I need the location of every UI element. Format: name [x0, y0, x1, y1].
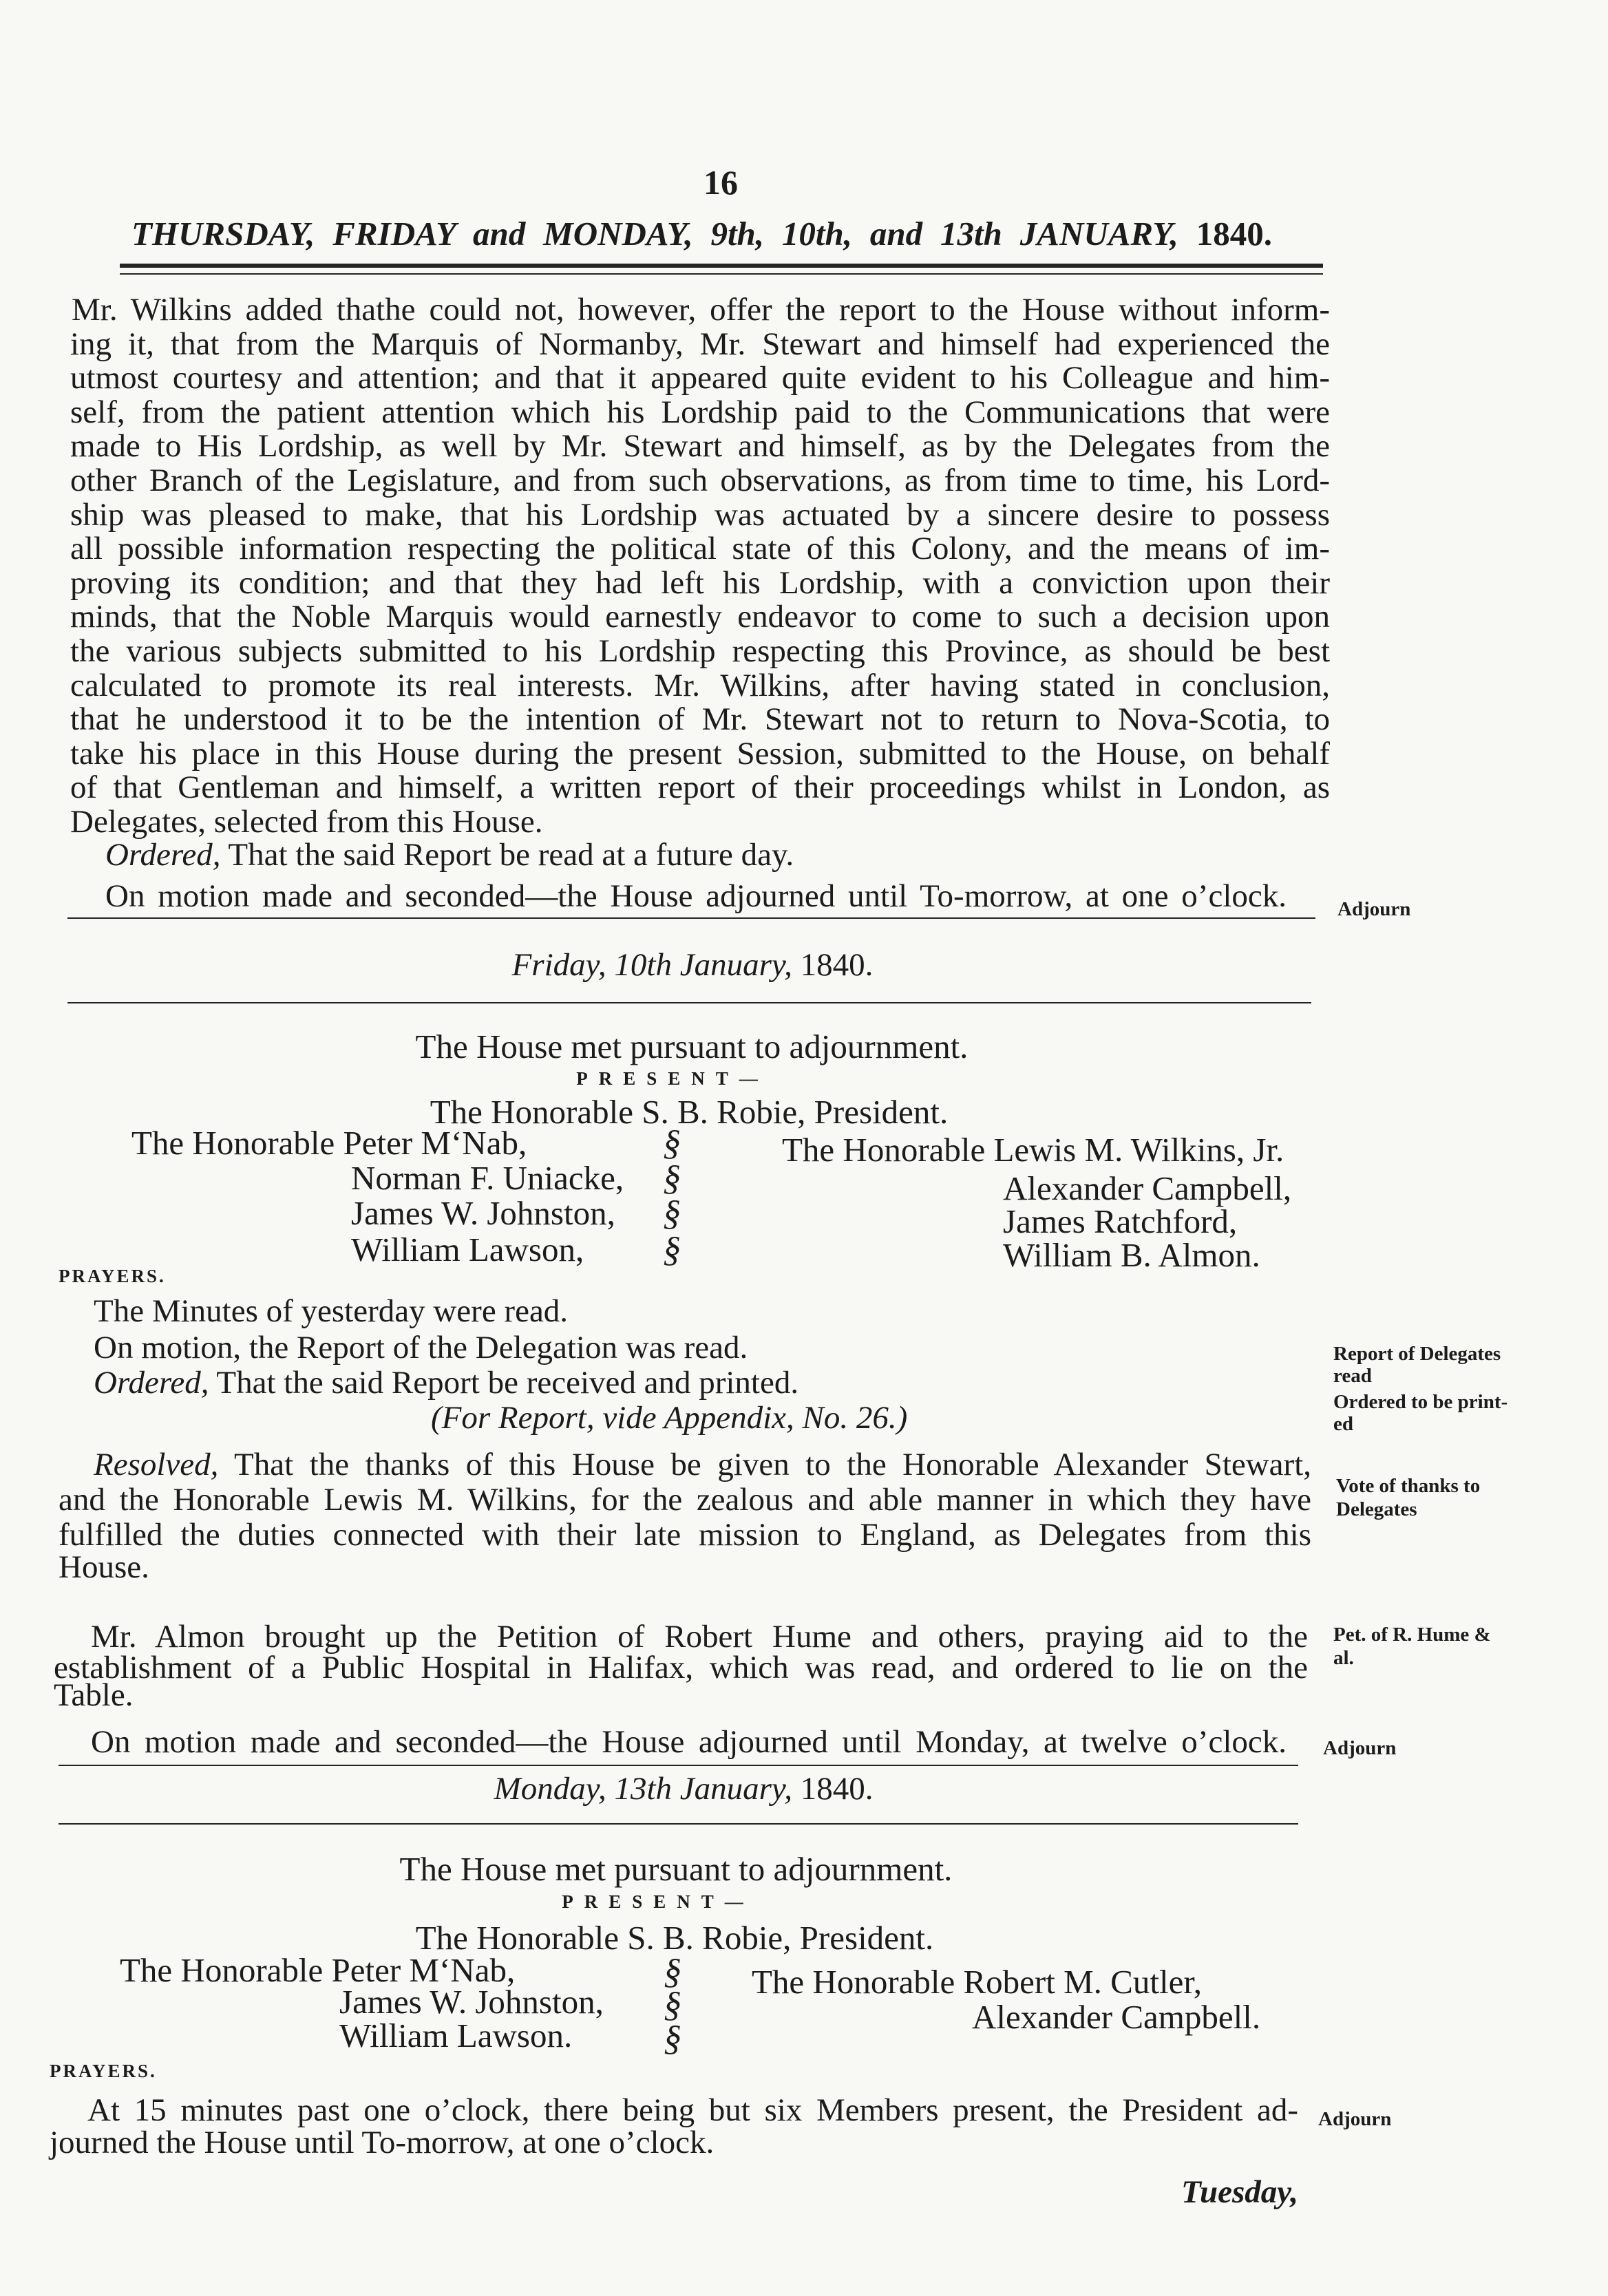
paragraph-line: made to His Lordship, as well by Mr. Stewart and himself, as by the Delegates from the — [70, 428, 1330, 464]
house-met-line: The House met pursuant to adjournment. — [399, 1850, 953, 1888]
president-line: The Honorable S. B. Robie, President. — [430, 1093, 949, 1131]
paragraph-line: all possible information respecting the political state of this Colony, and the means of im- — [70, 531, 1330, 566]
member-name: William Lawson, — [351, 1231, 584, 1268]
page-header — [131, 215, 1272, 253]
member-name: James W. Johnston, — [351, 1194, 615, 1232]
margin-note-report: read — [1333, 1365, 1372, 1387]
day-heading-year: 1840. — [800, 1771, 874, 1807]
paragraph-line: the various subjects submitted to his Lordship respecting this Province, as should be best — [70, 633, 1330, 669]
resolved-label: Resolved, — [94, 1447, 219, 1482]
day-heading-date: Friday, 10th January, — [511, 947, 792, 983]
paragraph-line: minds, that the Noble Marquis would earnestly endeavor to come to such a decision upon — [70, 599, 1330, 635]
paragraph-line: utmost courtesy and attention; and that it appeared quite evident to his Colleague and him- — [70, 360, 1330, 396]
margin-note-vote: Delegates — [1336, 1498, 1417, 1520]
prayers-label: PRAYERS. — [59, 1266, 166, 1286]
day-rule — [67, 1002, 1311, 1003]
section-mark: § — [664, 1985, 681, 2024]
section-mark: § — [663, 1230, 681, 1269]
section-mark: § — [664, 2019, 681, 2058]
section-mark: § — [663, 1123, 681, 1162]
margin-note-adjourn: Adjourn — [1318, 2108, 1392, 2130]
resolved-text: That the thanks of this House be given to the Honorable Alexander Stewart, — [234, 1447, 1312, 1482]
header-year: 1840. — [1196, 215, 1273, 253]
section-mark: § — [664, 1952, 681, 1991]
margin-note-report: Ordered to be print- — [1333, 1391, 1508, 1413]
petition-line: Table. — [54, 1677, 134, 1713]
paragraph-line: self, from the patient attention which his Lordship paid to the Communications that were — [70, 394, 1330, 430]
petition-line: Mr. Almon brought up the Petition of Robert Hume and others, praying aid to the — [91, 1619, 1308, 1655]
section-mark: § — [663, 1193, 681, 1233]
adjourn-rule — [67, 917, 1315, 919]
member-name: The Honorable Peter M‘Nab, — [120, 1951, 516, 1989]
margin-note-vote: Vote of thanks to — [1336, 1475, 1481, 1497]
margin-note-petition: al. — [1333, 1647, 1354, 1669]
margin-note-report: ed — [1333, 1413, 1353, 1435]
day-heading — [512, 946, 874, 984]
paragraph-line: other Branch of the Legislature, and from such observations, as from time to time, his Lord- — [70, 463, 1330, 498]
paragraph-line: calculated to promote its real interests. Mr. Wilkins, after having stated in conclusion, — [70, 668, 1330, 703]
day-heading — [494, 1769, 874, 1808]
adjourn-motion: On motion made and seconded—the House adjourned until To-morrow, at one o’clock. — [105, 878, 1287, 914]
day-rule — [59, 1823, 1298, 1825]
margin-note-petition: Pet. of R. Hume & — [1333, 1624, 1491, 1646]
ordered-entry — [94, 1363, 798, 1402]
header-rule-thin — [120, 273, 1323, 275]
paragraph-line: that he understood it to be the intention of Mr. Stewart not to return to Nova-Scotia, to — [70, 701, 1330, 737]
member-name: Norman F. Uniacke, — [351, 1159, 624, 1197]
resolved-line — [94, 1445, 1311, 1484]
adjourn-entry-line: journed the House until To-morrow, at one o’clock. — [50, 2125, 715, 2160]
header-title: THURSDAY, FRIDAY and MONDAY, 9th, 10th, and 13th JANUARY, — [131, 215, 1178, 253]
member-name: Alexander Campbell, — [1003, 1169, 1292, 1207]
margin-note-report: Report of Delegates — [1333, 1343, 1501, 1365]
adjourn-entry-line: At 15 minutes past one o’clock, there being but six Members present, the President ad- — [87, 2092, 1298, 2128]
paragraph-line: ing it, that from the Marquis of Normanby, Mr. Stewart and himself had experienced the — [70, 326, 1330, 362]
report-motion-line: On motion, the Report of the Delegation was read. — [94, 1330, 748, 1365]
house-met-line: The House met pursuant to adjournment. — [415, 1028, 969, 1065]
header-rule-thick — [120, 264, 1323, 268]
member-name: The Honorable Lewis M. Wilkins, Jr. — [782, 1131, 1284, 1169]
ordered-text: That the said Report be read at a future day. — [228, 837, 794, 873]
day-heading-date: Monday, 13th January, — [494, 1771, 792, 1807]
margin-note-adjourn: Adjourn — [1337, 898, 1411, 920]
member-name: The Honorable Peter M‘Nab, — [131, 1124, 527, 1162]
adjourn-motion: On motion made and seconded—the House adjourned until Monday, at twelve o’clock. — [91, 1724, 1287, 1760]
catchword: Tuesday, — [1181, 2174, 1299, 2210]
member-name: William B. Almon. — [1003, 1236, 1260, 1274]
section-mark: § — [663, 1158, 681, 1198]
member-name: James Ratchford, — [1003, 1202, 1238, 1240]
resolved-line: and the Honorable Lewis M. Wilkins, for the zealous and able manner in which they have — [59, 1482, 1311, 1518]
paragraph-line: proving its condition; and that they had left his Lordship, with a conviction upon their — [70, 565, 1330, 601]
appendix-reference: (For Report, vide Appendix, No. 26.) — [431, 1400, 908, 1436]
ordered-text: That the said Report be received and printed. — [216, 1365, 799, 1401]
minutes-line: The Minutes of yesterday were read. — [94, 1293, 569, 1329]
prayers-label: PRAYERS. — [50, 2061, 157, 2081]
ordered-label: Ordered, — [94, 1365, 209, 1401]
ordered-label: Ordered, — [105, 837, 221, 873]
member-name: James W. Johnston, — [339, 1983, 604, 2021]
president-line: The Honorable S. B. Robie, President. — [415, 1919, 934, 1957]
present-label: PRESENT— — [562, 1891, 754, 1912]
member-name: The Honorable Robert M. Cutler, — [752, 1963, 1202, 2001]
paragraph-line: Delegates, selected from this House. — [70, 804, 543, 840]
resolved-line: House. — [59, 1549, 149, 1585]
resolved-line: fulfilled the duties connected with their late mission to England, as Delegates from this — [59, 1517, 1311, 1553]
ordered-entry — [105, 836, 794, 874]
petition-line: establishment of a Public Hospital in Halifax, which was read, and ordered to lie on the — [54, 1650, 1308, 1686]
paragraph-line: of that Gentleman and himself, a written report of their proceedings whilst in London, as — [70, 769, 1330, 805]
paragraph-line: ship was pleased to make, that his Lordship was actuated by a sincere desire to possess — [70, 497, 1330, 533]
paragraph-line: take his place in this House during the present Session, submitted to the House, on behalf — [70, 736, 1330, 772]
present-label: PRESENT— — [576, 1068, 769, 1089]
margin-note-adjourn: Adjourn — [1323, 1737, 1397, 1759]
paragraph-line: Mr. Wilkins added thathe could not, however, offer the report to the House without inform- — [72, 292, 1330, 328]
member-name: Alexander Campbell. — [972, 1998, 1261, 2036]
member-name: William Lawson. — [339, 2017, 573, 2054]
adjourn-rule — [59, 1765, 1298, 1766]
page-number: 16 — [704, 163, 738, 202]
day-heading-year: 1840. — [800, 947, 874, 983]
